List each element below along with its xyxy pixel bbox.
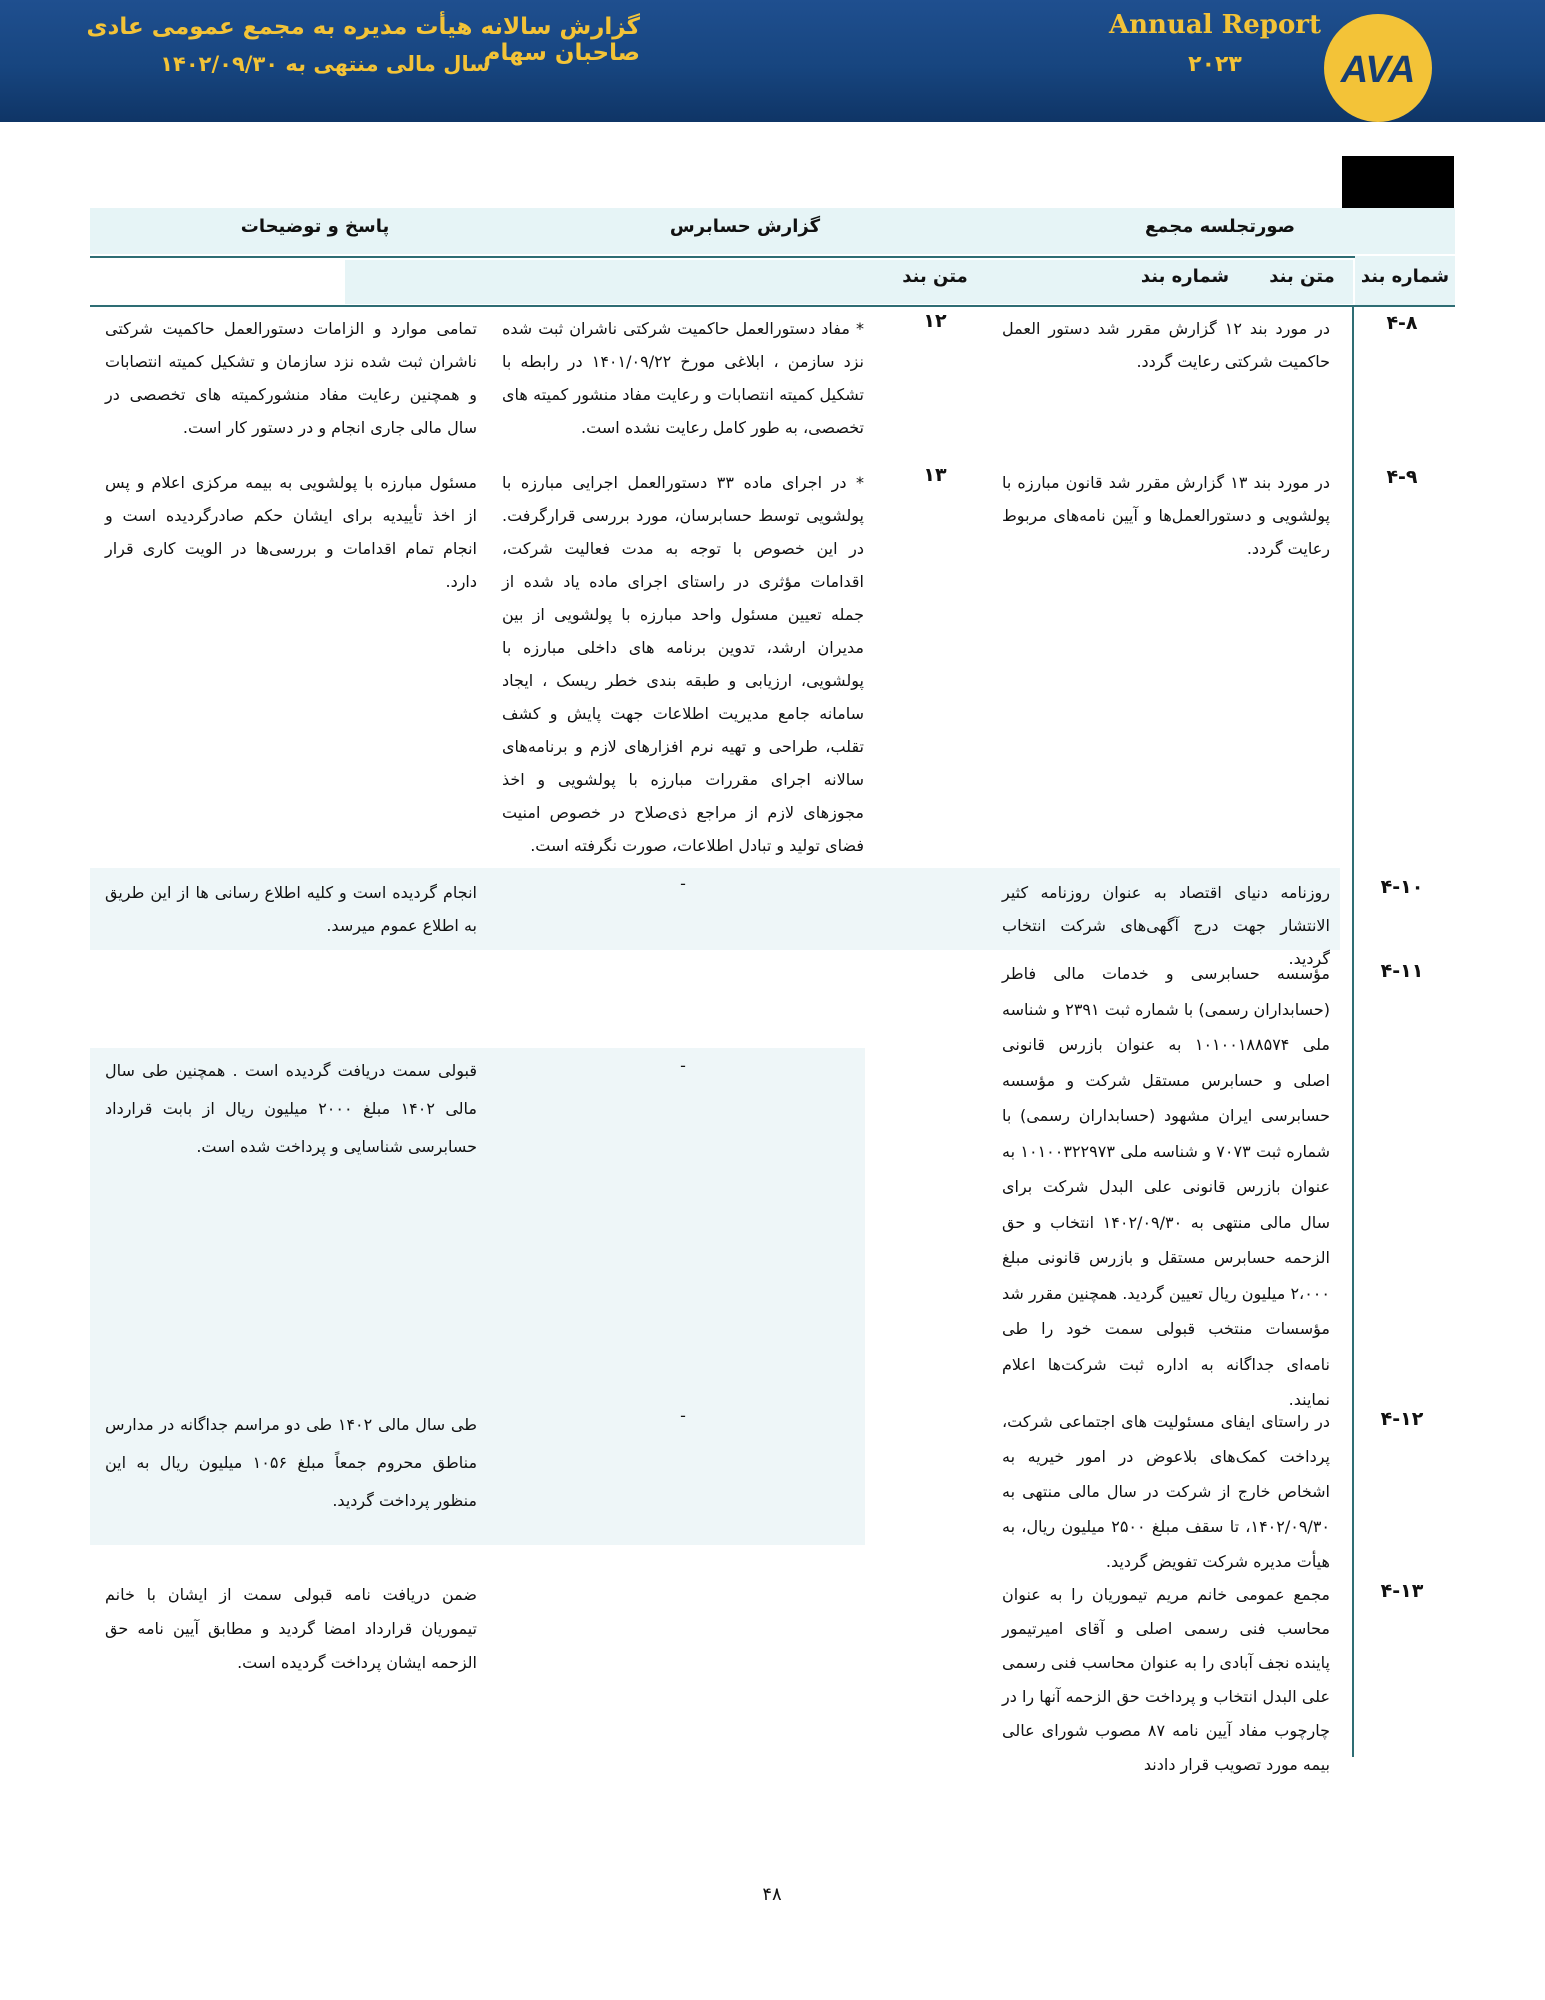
audit-text: * در اجرای ماده ۳۳ دستورالعمل اجرایی مبارزه با پولشویی توسط حسابرسان، مورد بررسی قرارگرفت. در این خصوص با توجه به مدت فعالیت شرکت، اقدامات مؤثری در راستای اجرای ماده یاد شده از جمله تعیین مسئول واحد مبارزه با پولشویی از بین مدیران ارشد، تدوین برنامه های داخلی مبارزه با پولشویی، ارزیابی و طبقه بندی خطر ریسک ، ایجاد سامانه جامع مدیریت اطلاعات جهت پایش و کشف تقلب، طراحی و تهیه نرم افزارهای لازم و برنامه‌های سالانه اجرای مقررات مبارزه با پولشویی و اخذ مجوزهای لازم از مراجع ذی‌صلاح در خصوص امنیت فضای تولید و تبادل اطلاعات، صورت نگرفته است. xyxy=(502,473,864,855)
minutes-text: در راستای ایفای مسئولیت های اجتماعی شرکت، پرداخت کمک‌های بلاعوض در امور خیریه به اشخاص خارج از شرکت در سال مالی منتهی به ۱۴۰۲/۰۹/۳۰، تا سقف مبلغ ۲۵۰۰ میلیون ریال، به هیأت مدیره شرکت تفویض گردید. xyxy=(1002,1412,1330,1571)
row-number: ۴-۸ xyxy=(1386,312,1418,334)
report-subtitle: سال مالی منتهی به ۱۴۰۲/۰۹/۳۰ xyxy=(160,52,490,76)
row-number: ۴-۹ xyxy=(1386,466,1418,488)
audit-text: * مفاد دستورالعمل حاکمیت شرکتی ناشران ثبت شده نزد سازمن ، ابلاغی مورخ ۱۴۰۱/۰۹/۲۲ در رابطه با تشکیل کمیته انتصابات و رعایت مفاد منشور کمیته های تخصصی، به طور کامل رعایت نشده است. xyxy=(502,319,865,437)
minutes-text: مجمع عمومی خانم مریم تیموریان را به عنوان محاسب فنی رسمی اصلی و آقای امیرتیمور پاینده نجف آبادی را به عنوان محاسب فنی رسمی علی البدل انتخاب و پرداخت حق الزحمه آنها را در چارچوب مفاد آیین نامه ۸۷ مصوب شورای عالی بیمه مورد تصویب قرار دادند xyxy=(1002,1585,1330,1774)
audit-text: - xyxy=(680,874,686,893)
audit-number: ۱۲ xyxy=(923,310,947,332)
response-text: قبولی سمت دریافت گردیده است . همچنین طی سال مالی ۱۴۰۲ مبلغ ۲۰۰۰ میلیون ریال از بابت قرارداد حسابرسی شناسایی و پرداخت شده است. xyxy=(105,1061,478,1156)
page-number: ۴۸ xyxy=(762,1884,782,1905)
row-number: ۴-۱۳ xyxy=(1380,1580,1424,1602)
subheader-minutes-number: شماره بند xyxy=(1140,266,1230,287)
audit-text: - xyxy=(680,1056,686,1075)
minutes-text: در مورد بند ۱۳ گزارش مقرر شد قانون مبارزه با پولشویی و دستورالعمل‌ها و آیین نامه‌های مربوط رعایت گردد. xyxy=(1002,473,1330,558)
row-number: ۴-۱۱ xyxy=(1380,960,1424,982)
report-title: گزارش سالانه هیأت مدیره به مجمع عمومی عادی صاحبان سهام xyxy=(86,14,640,66)
subheader-auditor-text: متن بند xyxy=(902,266,968,287)
annual-report-year: ۲۰۲۳ xyxy=(1188,52,1242,77)
row-number: ۴-۱۰ xyxy=(1380,876,1424,898)
response-text: انجام گردیده است و کلیه اطلاع رسانی ها از این طریق به اطلاع عموم میرسد. xyxy=(105,883,477,935)
response-text: ضمن دریافت نامه قبولی سمت از ایشان با خانم تیموریان قرارداد امضا گردید و مطابق آیین نامه حق الزحمه ایشان پرداخت گردیده است. xyxy=(105,1585,477,1672)
header-minutes: صورتجلسه مجمع xyxy=(1144,216,1296,237)
minutes-text: مؤسسه حسابرسی و خدمات مالی فاطر (حسابداران رسمی) با شماره ثبت ۲۳۹۱ و شناسه ملی ۱۰۱۰۰۱۸۸۵۷۴ به عنوان بازرس قانونی اصلی و حسابرس مستقل شرکت و مؤسسه حسابرسی ایران مشهود (حسابداران رسمی) با شماره ثبت ۷۰۷۳ و شناسه ملی ۱۰۱۰۰۳۲۲۹۷۳ به عنوان بازرس قانونی علی البدل شرکت برای سال مالی منتهی به ۱۴۰۲/۰۹/۳۰ انتخاب و حق الزحمه حسابرس مستقل و بازرس قانونی مبلغ ۲،۰۰۰ میلیون ریال تعیین گردید. همچنین مقرر شد مؤسسات منتخب قبولی سمت خود را طی نامه‌ای جداگانه به اداره ثبت شرکت‌ها اعلام نمایند. xyxy=(1002,964,1331,1409)
minutes-text: در مورد بند ۱۲ گزارش مقرر شد دستور العمل حاکمیت شرکتی رعایت گردد. xyxy=(1002,319,1330,371)
header-auditor: گزارش حسابرس xyxy=(669,216,821,237)
response-text: تمامی موارد و الزامات دستورالعمل حاکمیت شرکتی ناشران ثبت شده نزد سازمان و تشکیل کمیته انتصابات و همچنین رعایت مفاد منشورکمیته های تخصصی در سال مالی جاری انجام و در دستور کار است. xyxy=(105,319,477,437)
row-number-divider xyxy=(1352,305,1354,1757)
svg-text:AVA: AVA xyxy=(1340,49,1416,91)
header-response: پاسخ و توضیحات xyxy=(240,216,390,237)
subheader-rule xyxy=(90,305,1455,307)
ava-logo xyxy=(1322,12,1434,124)
subheader-row-number: شماره بند xyxy=(1360,266,1450,287)
minutes-text: روزنامه دنیای اقتصاد به عنوان روزنامه کثیر الانتشار جهت درج آگهی‌های شرکت انتخاب گردید. xyxy=(1002,883,1330,968)
annual-report-title: Annual Report xyxy=(1108,10,1322,40)
response-text: مسئول مبارزه با پولشویی به بیمه مرکزی اعلام و پس از اخذ تأییدیه برای ایشان حکم صادرگردیده است و انجام تمام اقدامات و بررسی‌ها در الویت کاری قرار دارد. xyxy=(105,473,477,591)
audit-text: - xyxy=(680,1406,686,1425)
row-number: ۴-۱۲ xyxy=(1380,1408,1424,1430)
subheader-minutes-text: متن بند xyxy=(1269,266,1335,287)
response-text: طی سال مالی ۱۴۰۲ طی دو مراسم جداگانه در مدارس مناطق محروم جمعاً مبلغ ۱۰۵۶ میلیون ریال به این منظور پرداخت گردید. xyxy=(105,1415,478,1510)
audit-number: ۱۳ xyxy=(923,464,947,486)
header-rule xyxy=(90,256,1455,258)
redaction-box xyxy=(1342,156,1454,208)
